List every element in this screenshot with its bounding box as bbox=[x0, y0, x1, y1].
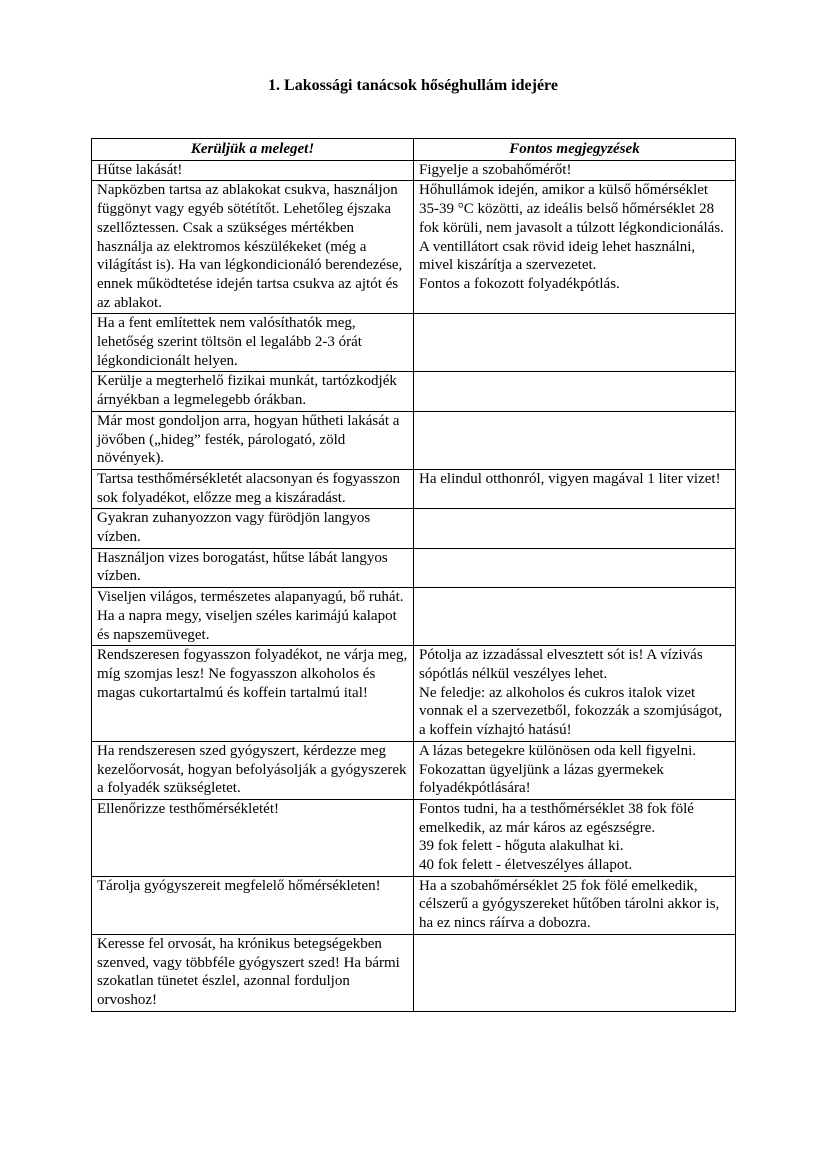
table-row bbox=[92, 799, 736, 876]
table-header bbox=[92, 139, 736, 161]
header-cell-right: Fontos megjegyzések bbox=[414, 139, 736, 161]
table-cell-left: Rendszeresen fogyasszon folyadékot, ne várja meg, míg szomjas lesz! Ne fogyasszon alkoholos és magas cukortartalmú és koffein tartalmú ital! bbox=[92, 646, 414, 742]
table-cell-left: Tárolja gyógyszereit megfelelő hőmérsékleten! bbox=[92, 876, 414, 934]
table-cell-right bbox=[414, 411, 736, 469]
table-cell-left: Keresse fel orvosát, ha krónikus betegségekben szenved, vagy többféle gyógyszert szed! Ha bármi szokatlan tünetet észlel, azonnal forduljon orvoshoz! bbox=[92, 934, 414, 1011]
table-cell-left: Napközben tartsa az ablakokat csukva, használjon függönyt vagy egyéb sötétítőt. Lehetőleg éjszaka szellőztessen. Csak a szükséges mértékben használja az elektromos készülékeket (még a világítást is). Ha van légkondicionáló berendezése, ennek működtetése idején tartsa csukva az ajtót és az ablakot. bbox=[92, 181, 414, 314]
header-row bbox=[92, 139, 736, 161]
table-cell-left: Használjon vizes borogatást, hűtse lábát langyos vízben. bbox=[92, 548, 414, 587]
table-cell-right bbox=[414, 548, 736, 587]
table-row bbox=[92, 160, 736, 181]
table-cell-right: Pótolja az izzadással elvesztett sót is! A vízivás sópótlás nélkül veszélyes lehet. Ne feledje: az alkoholos és cukros italok vizet vonnak el a szervezetből, fokozzák a szomjúságot, a koffein vízhajtó hatású! bbox=[414, 646, 736, 742]
table-cell-right: Ha elindul otthonról, vigyen magával 1 liter vizet! bbox=[414, 469, 736, 508]
table-row bbox=[92, 548, 736, 587]
table-row bbox=[92, 741, 736, 799]
table-row bbox=[92, 588, 736, 646]
table-cell-right: Hőhullámok idején, amikor a külső hőmérséklet 35-39 °C közötti, az ideális belső hőmérséklet 28 fok körüli, nem javasolt a túlzott légkondicionálás. A ventillátort csak rövid ideig lehet használni, mivel kiszárítja a szervezetet. Fontos a fokozott folyadékpótlás. bbox=[414, 181, 736, 314]
table-cell-left: Ha rendszeresen szed gyógyszert, kérdezze meg kezelőorvosát, hogyan befolyásolják a gyógyszerek a folyadék szükségletet. bbox=[92, 741, 414, 799]
table-cell-left: Már most gondoljon arra, hogyan hűtheti lakását a jövőben („hideg” festék, párologató, zöld növények). bbox=[92, 411, 414, 469]
table-cell-left: Gyakran zuhanyozzon vagy fürödjön langyos vízben. bbox=[92, 509, 414, 548]
table-row bbox=[92, 876, 736, 934]
table-row bbox=[92, 411, 736, 469]
table-cell-right bbox=[414, 934, 736, 1011]
page-title: 1. Lakossági tanácsok hőséghullám idejére bbox=[268, 77, 558, 94]
table-cell-left: Ha a fent említettek nem valósíthatók meg, lehetőség szerint töltsön el legalább 2-3 órát légkondicionált helyen. bbox=[92, 314, 414, 372]
table-cell-right bbox=[414, 314, 736, 372]
table-row bbox=[92, 181, 736, 314]
table-cell-right: A lázas betegekre különösen oda kell figyelni. Fokozattan ügyeljünk a lázas gyermekek folyadékpótlására! bbox=[414, 741, 736, 799]
table-row bbox=[92, 372, 736, 411]
table-row bbox=[92, 646, 736, 742]
table-cell-left: Tartsa testhőmérsékletét alacsonyan és fogyasszon sok folyadékot, előzze meg a kiszáradást. bbox=[92, 469, 414, 508]
table-cell-left: Ellenőrizze testhőmérsékletét! bbox=[92, 799, 414, 876]
table-row bbox=[92, 934, 736, 1011]
table-row bbox=[92, 469, 736, 508]
table-row bbox=[92, 509, 736, 548]
table-cell-left: Viseljen világos, természetes alapanyagú, bő ruhát. Ha a napra megy, viseljen széles karimájú kalapot és napszemüveget. bbox=[92, 588, 414, 646]
table-cell-left: Hűtse lakását! bbox=[92, 160, 414, 181]
table-cell-right bbox=[414, 588, 736, 646]
table-cell-right bbox=[414, 372, 736, 411]
header-cell-left: Kerüljük a meleget! bbox=[92, 139, 414, 161]
table-row bbox=[92, 314, 736, 372]
table-cell-right: Fontos tudni, ha a testhőmérséklet 38 fok fölé emelkedik, az már káros az egészségre. 39 fok felett - hőguta alakulhat ki. 40 fok felett - életveszélyes állapot. bbox=[414, 799, 736, 876]
advice-table bbox=[91, 138, 736, 1012]
table-cell-right bbox=[414, 509, 736, 548]
table-body bbox=[92, 160, 736, 1011]
table-cell-left: Kerülje a megterhelő fizikai munkát, tartózkodjék árnyékban a legmelegebb órákban. bbox=[92, 372, 414, 411]
table-cell-right: Ha a szobahőmérséklet 25 fok fölé emelkedik, célszerű a gyógyszereket hűtőben tárolni akkor is, ha ez nincs ráírva a dobozra. bbox=[414, 876, 736, 934]
table-cell-right: Figyelje a szobahőmérőt! bbox=[414, 160, 736, 181]
